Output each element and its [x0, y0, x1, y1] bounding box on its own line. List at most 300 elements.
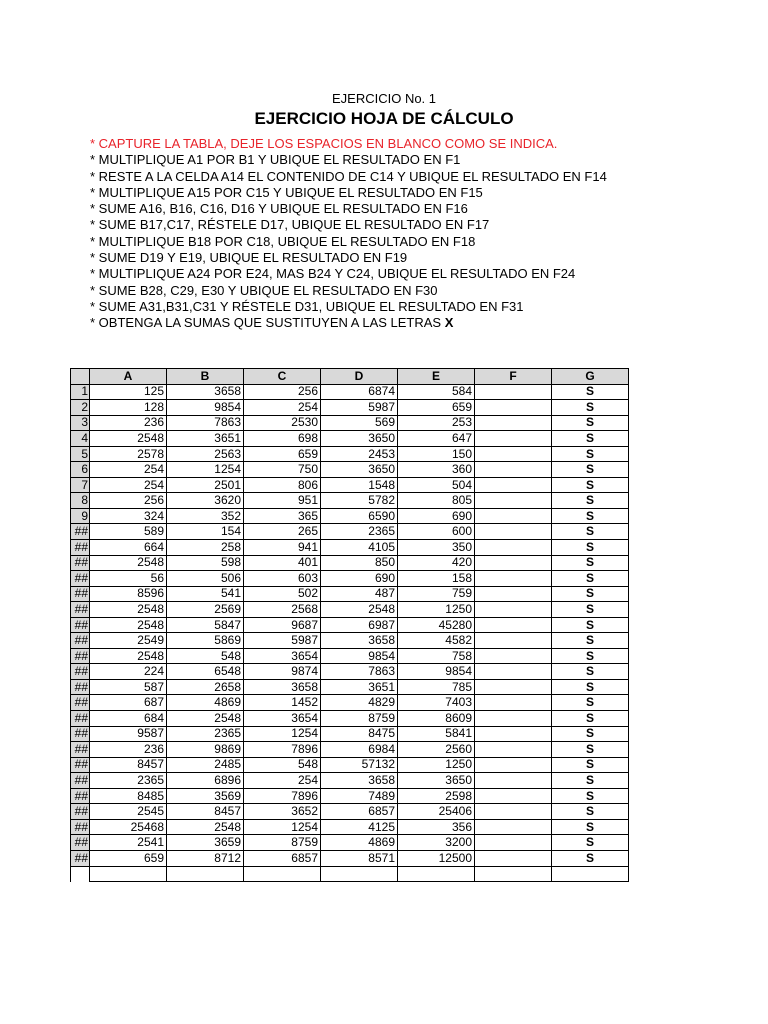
cell-g[interactable]: S: [552, 633, 629, 649]
cell-a[interactable]: 224: [90, 664, 167, 680]
cell-e[interactable]: 690: [398, 508, 475, 524]
cell-f[interactable]: [475, 493, 552, 509]
cell-g[interactable]: S: [552, 679, 629, 695]
cell-a[interactable]: 2548: [90, 648, 167, 664]
cell-d[interactable]: 569: [321, 415, 398, 431]
cell-c[interactable]: 9874: [244, 664, 321, 680]
cell-e[interactable]: 3650: [398, 773, 475, 789]
row-header[interactable]: 3: [71, 415, 90, 431]
table-row: [71, 617, 629, 633]
cell-g[interactable]: S: [552, 695, 629, 711]
column-header[interactable]: D: [321, 369, 398, 385]
cell-d[interactable]: 6857: [321, 804, 398, 820]
cell-g[interactable]: S: [552, 711, 629, 727]
cell-d[interactable]: 9854: [321, 648, 398, 664]
cell-f[interactable]: [475, 819, 552, 835]
cell-a[interactable]: 589: [90, 524, 167, 540]
cell-c[interactable]: 3652: [244, 804, 321, 820]
table-row: [71, 804, 629, 820]
cell-c[interactable]: 9687: [244, 617, 321, 633]
cell-f[interactable]: [475, 757, 552, 773]
cell-a[interactable]: 2545: [90, 804, 167, 820]
cell-a[interactable]: 664: [90, 540, 167, 556]
cell-d[interactable]: 4869: [321, 835, 398, 851]
cell-e[interactable]: 2598: [398, 788, 475, 804]
cell-e[interactable]: 785: [398, 679, 475, 695]
cell-g[interactable]: S: [552, 384, 629, 400]
cell-g[interactable]: S: [552, 617, 629, 633]
table-row: [71, 462, 629, 478]
cell-e[interactable]: 600: [398, 524, 475, 540]
cell-b[interactable]: 8712: [167, 850, 244, 866]
table-row: [71, 679, 629, 695]
cell-d[interactable]: 6987: [321, 617, 398, 633]
cell-c[interactable]: 3658: [244, 679, 321, 695]
cell-d[interactable]: 3651: [321, 679, 398, 695]
cell-c[interactable]: 8759: [244, 835, 321, 851]
column-header[interactable]: C: [244, 369, 321, 385]
cell-e[interactable]: 350: [398, 540, 475, 556]
cell-f[interactable]: [475, 804, 552, 820]
instruction-item: * SUME D19 Y E19, UBIQUE EL RESULTADO EN F19: [90, 250, 408, 266]
empty-cell[interactable]: [398, 866, 475, 882]
cell-e[interactable]: 504: [398, 477, 475, 493]
page-title: EJERCICIO HOJA DE CÁLCULO: [254, 109, 514, 128]
table-body: [71, 384, 629, 882]
row-header[interactable]: 4: [71, 431, 90, 447]
cell-f[interactable]: [475, 726, 552, 742]
cell-d[interactable]: 7489: [321, 788, 398, 804]
table-row: [71, 742, 629, 758]
cell-c[interactable]: 401: [244, 555, 321, 571]
cell-f[interactable]: [475, 648, 552, 664]
cell-g[interactable]: S: [552, 726, 629, 742]
cell-d[interactable]: 6874: [321, 384, 398, 400]
cell-e[interactable]: 356: [398, 819, 475, 835]
cell-b[interactable]: 3658: [167, 384, 244, 400]
table-row: [71, 711, 629, 727]
cell-c[interactable]: 2568: [244, 602, 321, 618]
cell-b[interactable]: 541: [167, 586, 244, 602]
cell-d[interactable]: 3658: [321, 773, 398, 789]
cell-b[interactable]: 548: [167, 648, 244, 664]
cell-c[interactable]: 2530: [244, 415, 321, 431]
cell-a[interactable]: 2549: [90, 633, 167, 649]
cell-b[interactable]: 352: [167, 508, 244, 524]
cell-g[interactable]: S: [552, 462, 629, 478]
row-header[interactable]: 9: [71, 508, 90, 524]
row-header[interactable]: ##: [71, 617, 90, 633]
cell-a[interactable]: 2578: [90, 446, 167, 462]
cell-f[interactable]: [475, 788, 552, 804]
cell-b[interactable]: 5847: [167, 617, 244, 633]
cell-e[interactable]: 45280: [398, 617, 475, 633]
table-row: [71, 446, 629, 462]
cell-d[interactable]: 6984: [321, 742, 398, 758]
cell-c[interactable]: 7896: [244, 788, 321, 804]
cell-f[interactable]: [475, 602, 552, 618]
cell-d[interactable]: 690: [321, 571, 398, 587]
row-header[interactable]: ##: [71, 711, 90, 727]
cell-d[interactable]: 3650: [321, 462, 398, 478]
cell-e[interactable]: 2560: [398, 742, 475, 758]
table-row: [71, 493, 629, 509]
cell-f[interactable]: [475, 446, 552, 462]
cell-b[interactable]: 506: [167, 571, 244, 587]
row-header[interactable]: ##: [71, 757, 90, 773]
cell-a[interactable]: 587: [90, 679, 167, 695]
column-header-row: [71, 369, 629, 385]
cell-a[interactable]: 687: [90, 695, 167, 711]
cell-c[interactable]: 941: [244, 540, 321, 556]
table-row: [71, 555, 629, 571]
cell-f[interactable]: [475, 711, 552, 727]
table-row: [71, 571, 629, 587]
cell-b[interactable]: 154: [167, 524, 244, 540]
cell-b[interactable]: 6896: [167, 773, 244, 789]
cell-c[interactable]: 7896: [244, 742, 321, 758]
cell-g[interactable]: S: [552, 773, 629, 789]
row-header[interactable]: ##: [71, 602, 90, 618]
table-row: [71, 431, 629, 447]
empty-cell[interactable]: [552, 866, 629, 882]
cell-a[interactable]: 659: [90, 850, 167, 866]
cell-d[interactable]: 4105: [321, 540, 398, 556]
cell-g[interactable]: S: [552, 664, 629, 680]
cell-d[interactable]: 3650: [321, 431, 398, 447]
row-header[interactable]: ##: [71, 555, 90, 571]
cell-g[interactable]: S: [552, 571, 629, 587]
cell-d[interactable]: 8475: [321, 726, 398, 742]
row-header[interactable]: 7: [71, 477, 90, 493]
cell-g[interactable]: S: [552, 586, 629, 602]
cell-d[interactable]: 3658: [321, 633, 398, 649]
cell-e[interactable]: 584: [398, 384, 475, 400]
empty-cell[interactable]: [167, 866, 244, 882]
cell-a[interactable]: 236: [90, 742, 167, 758]
row-header[interactable]: ##: [71, 788, 90, 804]
cell-f[interactable]: [475, 664, 552, 680]
cell-a[interactable]: 8457: [90, 757, 167, 773]
cell-d[interactable]: 850: [321, 555, 398, 571]
cell-e[interactable]: 758: [398, 648, 475, 664]
cell-g[interactable]: S: [552, 648, 629, 664]
cell-c[interactable]: 659: [244, 446, 321, 462]
empty-cell[interactable]: [244, 866, 321, 882]
cell-g[interactable]: S: [552, 477, 629, 493]
instruction-text: * OBTENGA LA SUMAS QUE SUSTITUYEN A LAS LETRAS: [90, 315, 445, 331]
empty-row-gap: [71, 866, 90, 882]
cell-g[interactable]: S: [552, 555, 629, 571]
cell-f[interactable]: [475, 695, 552, 711]
cell-a[interactable]: 324: [90, 508, 167, 524]
cell-c[interactable]: 254: [244, 400, 321, 416]
cell-e[interactable]: 647: [398, 431, 475, 447]
row-header[interactable]: ##: [71, 835, 90, 851]
cell-a[interactable]: 8596: [90, 586, 167, 602]
cell-c[interactable]: 750: [244, 462, 321, 478]
cell-c[interactable]: 1254: [244, 819, 321, 835]
cell-e[interactable]: 659: [398, 400, 475, 416]
cell-d[interactable]: 6590: [321, 508, 398, 524]
row-header[interactable]: ##: [71, 695, 90, 711]
cell-f[interactable]: [475, 835, 552, 851]
table-row: [71, 400, 629, 416]
table-row: [71, 695, 629, 711]
cell-c[interactable]: 502: [244, 586, 321, 602]
cell-b[interactable]: 2365: [167, 726, 244, 742]
cell-f[interactable]: [475, 462, 552, 478]
cell-a[interactable]: 2541: [90, 835, 167, 851]
cell-e[interactable]: 1250: [398, 602, 475, 618]
table-row: [71, 648, 629, 664]
cell-d[interactable]: 7863: [321, 664, 398, 680]
cell-e[interactable]: 3200: [398, 835, 475, 851]
cell-e[interactable]: 150: [398, 446, 475, 462]
cell-c[interactable]: 1254: [244, 726, 321, 742]
cell-b[interactable]: 6548: [167, 664, 244, 680]
cell-f[interactable]: [475, 571, 552, 587]
instruction-item: * SUME B28, C29, E30 Y UBIQUE EL RESULTADO EN F30: [90, 282, 438, 298]
instruction-item: * SUME A31,B31,C31 Y RÉSTELE D31, UBIQUE EL RESULTADO EN F31: [90, 298, 524, 314]
cell-b[interactable]: 2485: [167, 757, 244, 773]
cell-d[interactable]: 57132: [321, 757, 398, 773]
cell-d[interactable]: 2365: [321, 524, 398, 540]
cell-e[interactable]: 1250: [398, 757, 475, 773]
table-row: [71, 602, 629, 618]
cell-d[interactable]: 5782: [321, 493, 398, 509]
cell-a[interactable]: 256: [90, 493, 167, 509]
cell-f[interactable]: [475, 617, 552, 633]
cell-b[interactable]: 2563: [167, 446, 244, 462]
table-row: [71, 819, 629, 835]
cell-d[interactable]: 8571: [321, 850, 398, 866]
cell-b[interactable]: 1254: [167, 462, 244, 478]
cell-f[interactable]: [475, 586, 552, 602]
cell-f[interactable]: [475, 400, 552, 416]
cell-d[interactable]: 4125: [321, 819, 398, 835]
corner-cell[interactable]: [71, 369, 90, 385]
row-header[interactable]: ##: [71, 524, 90, 540]
cell-e[interactable]: 7403: [398, 695, 475, 711]
cell-a[interactable]: 2548: [90, 555, 167, 571]
cell-e[interactable]: 420: [398, 555, 475, 571]
table-row: [71, 586, 629, 602]
row-header[interactable]: 6: [71, 462, 90, 478]
cell-d[interactable]: 2453: [321, 446, 398, 462]
cell-a[interactable]: 56: [90, 571, 167, 587]
cell-b[interactable]: 598: [167, 555, 244, 571]
cell-f[interactable]: [475, 742, 552, 758]
cell-b[interactable]: 3569: [167, 788, 244, 804]
cell-a[interactable]: 8485: [90, 788, 167, 804]
cell-c[interactable]: 265: [244, 524, 321, 540]
cell-c[interactable]: 365: [244, 508, 321, 524]
cell-f[interactable]: [475, 555, 552, 571]
cell-c[interactable]: 1452: [244, 695, 321, 711]
cell-b[interactable]: 9869: [167, 742, 244, 758]
column-header[interactable]: A: [90, 369, 167, 385]
cell-c[interactable]: 6857: [244, 850, 321, 866]
cell-f[interactable]: [475, 773, 552, 789]
column-header[interactable]: E: [398, 369, 475, 385]
table-row: [71, 726, 629, 742]
cell-e[interactable]: 12500: [398, 850, 475, 866]
cell-e[interactable]: 360: [398, 462, 475, 478]
table-row: [71, 850, 629, 866]
row-header[interactable]: 1: [71, 384, 90, 400]
cell-f[interactable]: [475, 540, 552, 556]
cell-g[interactable]: S: [552, 850, 629, 866]
cell-a[interactable]: 254: [90, 477, 167, 493]
cell-b[interactable]: 4869: [167, 695, 244, 711]
row-header[interactable]: ##: [71, 726, 90, 742]
row-header[interactable]: ##: [71, 571, 90, 587]
cell-g[interactable]: S: [552, 602, 629, 618]
cell-a[interactable]: 684: [90, 711, 167, 727]
cell-c[interactable]: 256: [244, 384, 321, 400]
cell-c[interactable]: 254: [244, 773, 321, 789]
cell-e[interactable]: 158: [398, 571, 475, 587]
cell-g[interactable]: S: [552, 819, 629, 835]
cell-f[interactable]: [475, 415, 552, 431]
cell-g[interactable]: S: [552, 508, 629, 524]
cell-b[interactable]: 2569: [167, 602, 244, 618]
row-header[interactable]: ##: [71, 850, 90, 866]
cell-c[interactable]: 3654: [244, 648, 321, 664]
table-row: [71, 664, 629, 680]
row-header[interactable]: ##: [71, 742, 90, 758]
cell-a[interactable]: 125: [90, 384, 167, 400]
cell-a[interactable]: 2548: [90, 431, 167, 447]
row-header[interactable]: ##: [71, 664, 90, 680]
cell-b[interactable]: 3659: [167, 835, 244, 851]
instruction-item: * CAPTURE LA TABLA, DEJE LOS ESPACIOS EN BLANCO COMO SE INDICA.: [90, 136, 558, 151]
cell-a[interactable]: 9587: [90, 726, 167, 742]
cell-g[interactable]: S: [552, 446, 629, 462]
cell-b[interactable]: 3651: [167, 431, 244, 447]
cell-c[interactable]: 698: [244, 431, 321, 447]
table-row: [71, 788, 629, 804]
cell-d[interactable]: 1548: [321, 477, 398, 493]
instruction-item: * MULTIPLIQUE A15 POR C15 Y UBIQUE EL RESULTADO EN F15: [90, 184, 483, 200]
cell-b[interactable]: 9854: [167, 400, 244, 416]
cell-b[interactable]: 5869: [167, 633, 244, 649]
cell-g[interactable]: S: [552, 524, 629, 540]
cell-c[interactable]: 603: [244, 571, 321, 587]
empty-cell[interactable]: [321, 866, 398, 882]
cell-g[interactable]: S: [552, 540, 629, 556]
cell-c[interactable]: 548: [244, 757, 321, 773]
row-header[interactable]: 2: [71, 400, 90, 416]
cell-b[interactable]: 7863: [167, 415, 244, 431]
cell-f[interactable]: [475, 384, 552, 400]
row-header[interactable]: 5: [71, 446, 90, 462]
row-header[interactable]: ##: [71, 773, 90, 789]
cell-e[interactable]: 253: [398, 415, 475, 431]
cell-g[interactable]: S: [552, 493, 629, 509]
cell-a[interactable]: 236: [90, 415, 167, 431]
row-header[interactable]: ##: [71, 679, 90, 695]
cell-e[interactable]: 9854: [398, 664, 475, 680]
cell-g[interactable]: S: [552, 757, 629, 773]
empty-table-row: [71, 866, 629, 882]
cell-d[interactable]: 8759: [321, 711, 398, 727]
instruction-item: * RESTE A LA CELDA A14 EL CONTENIDO DE C14 Y UBIQUE EL RESULTADO EN F14: [90, 168, 607, 184]
cell-a[interactable]: 128: [90, 400, 167, 416]
cell-f[interactable]: [475, 633, 552, 649]
cell-f[interactable]: [475, 508, 552, 524]
cell-c[interactable]: 5987: [244, 633, 321, 649]
cell-b[interactable]: 2548: [167, 711, 244, 727]
row-header[interactable]: 8: [71, 493, 90, 509]
cell-e[interactable]: 25406: [398, 804, 475, 820]
row-header[interactable]: ##: [71, 540, 90, 556]
row-header[interactable]: ##: [71, 819, 90, 835]
cell-b[interactable]: 3620: [167, 493, 244, 509]
cell-e[interactable]: 805: [398, 493, 475, 509]
cell-a[interactable]: 254: [90, 462, 167, 478]
column-header[interactable]: B: [167, 369, 244, 385]
cell-d[interactable]: 4829: [321, 695, 398, 711]
cell-a[interactable]: 2548: [90, 617, 167, 633]
cell-b[interactable]: 2501: [167, 477, 244, 493]
cell-a[interactable]: 25468: [90, 819, 167, 835]
table-row: [71, 415, 629, 431]
cell-c[interactable]: 3654: [244, 711, 321, 727]
cell-g[interactable]: S: [552, 788, 629, 804]
cell-f[interactable]: [475, 431, 552, 447]
cell-d[interactable]: 2548: [321, 602, 398, 618]
cell-g[interactable]: S: [552, 415, 629, 431]
instruction-item: * MULTIPLIQUE A24 POR E24, MAS B24 Y C24, UBIQUE EL RESULTADO EN F24: [90, 266, 576, 282]
cell-e[interactable]: 759: [398, 586, 475, 602]
row-header[interactable]: ##: [71, 633, 90, 649]
cell-g[interactable]: S: [552, 400, 629, 416]
row-header[interactable]: ##: [71, 586, 90, 602]
cell-g[interactable]: S: [552, 431, 629, 447]
cell-g[interactable]: S: [552, 742, 629, 758]
cell-g[interactable]: S: [552, 835, 629, 851]
row-header[interactable]: ##: [71, 648, 90, 664]
column-header[interactable]: G: [552, 369, 629, 385]
cell-f[interactable]: [475, 850, 552, 866]
cell-e[interactable]: 4582: [398, 633, 475, 649]
cell-e[interactable]: 5841: [398, 726, 475, 742]
cell-b[interactable]: 2548: [167, 819, 244, 835]
cell-a[interactable]: 2548: [90, 602, 167, 618]
cell-c[interactable]: 951: [244, 493, 321, 509]
row-header[interactable]: ##: [71, 804, 90, 820]
cell-c[interactable]: 806: [244, 477, 321, 493]
cell-f[interactable]: [475, 679, 552, 695]
column-header[interactable]: F: [475, 369, 552, 385]
cell-b[interactable]: 8457: [167, 804, 244, 820]
cell-b[interactable]: 2658: [167, 679, 244, 695]
empty-cell[interactable]: [475, 866, 552, 882]
cell-g[interactable]: S: [552, 804, 629, 820]
cell-e[interactable]: 8609: [398, 711, 475, 727]
table-row: [71, 508, 629, 524]
cell-d[interactable]: 487: [321, 586, 398, 602]
cell-f[interactable]: [475, 524, 552, 540]
cell-a[interactable]: 2365: [90, 773, 167, 789]
cell-f[interactable]: [475, 477, 552, 493]
empty-cell[interactable]: [90, 866, 167, 882]
cell-d[interactable]: 5987: [321, 400, 398, 416]
cell-b[interactable]: 258: [167, 540, 244, 556]
instruction-item: * MULTIPLIQUE B18 POR C18, UBIQUE EL RESULTADO EN F18: [90, 233, 476, 249]
